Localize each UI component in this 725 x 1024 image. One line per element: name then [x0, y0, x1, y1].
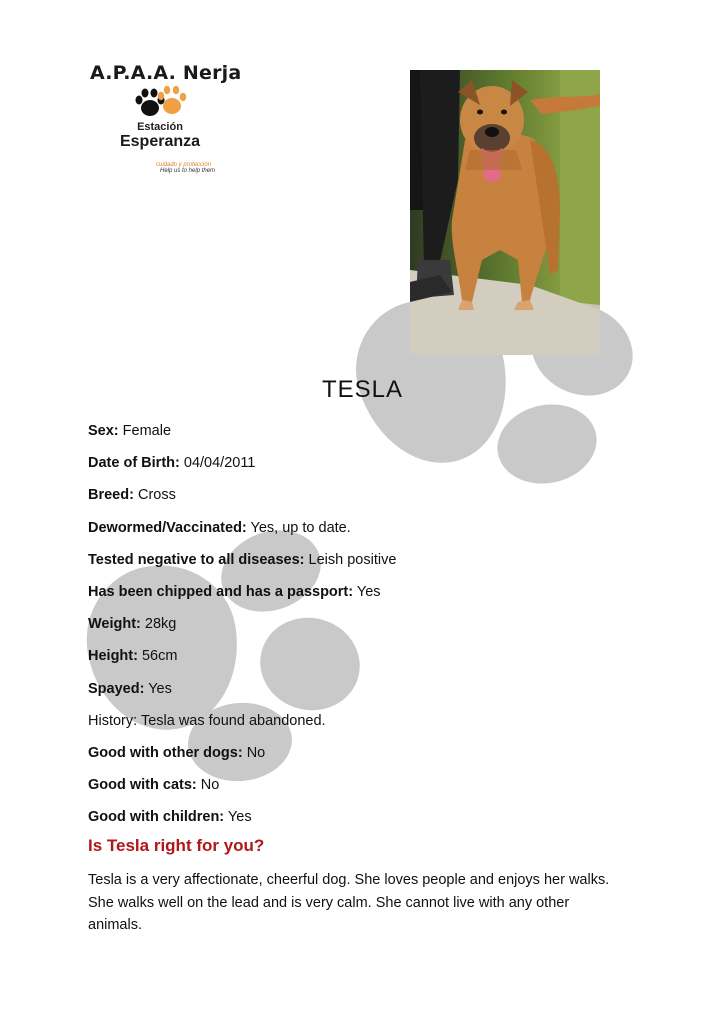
detail-label: Tested negative to all diseases:: [88, 551, 305, 568]
detail-label: Sex:: [88, 423, 119, 439]
detail-row: [88, 581, 648, 613]
detail-label: Has been chipped and has a passport:: [88, 583, 354, 600]
detail-value: Cross: [137, 487, 176, 504]
detail-label: Good with other dogs:: [88, 744, 243, 761]
detail-value: 56cm: [141, 648, 178, 665]
dog-name-title: TESLA: [321, 376, 404, 403]
detail-label: Good with cats:: [88, 777, 197, 794]
detail-value: Yes: [356, 583, 381, 600]
detail-row: [88, 613, 648, 645]
detail-value: 28kg: [144, 616, 177, 633]
detail-value: Yes: [148, 680, 172, 697]
detail-label: History:: [88, 712, 138, 729]
detail-value: Yes: [227, 809, 252, 826]
detail-label: Dewormed/Vaccinated:: [88, 519, 247, 536]
detail-row: [88, 742, 648, 774]
detail-value: Leish positive: [308, 551, 397, 568]
detail-value: No: [200, 777, 220, 794]
detail-label: Weight:: [88, 616, 141, 633]
detail-label: Spayed:: [88, 680, 145, 697]
dog-description: Tesla is a very affectionate, cheerful dog. She loves people and enjoys her walks. She walks well on the lead and is very calm. She cannot live with any other animals.: [88, 872, 610, 933]
detail-value: No: [246, 744, 266, 761]
detail-row: [88, 678, 648, 710]
paw-prints-icon: [130, 86, 190, 120]
detail-row: [88, 806, 648, 838]
detail-row: [88, 774, 648, 806]
detail-label: Height:: [88, 648, 138, 665]
logo-subtitle-esperanza: Esperanza: [119, 133, 201, 150]
detail-row: [88, 420, 648, 452]
detail-row: [88, 484, 648, 516]
detail-label: Breed:: [88, 487, 134, 504]
detail-value: 04/04/2011: [183, 455, 256, 472]
logo-tagline: Help us to help them: [160, 168, 216, 174]
detail-value: Female: [122, 423, 172, 439]
detail-value: Yes, up to date.: [250, 519, 351, 536]
organization-logo: [90, 62, 242, 177]
detail-value: Tesla was found abandoned.: [140, 712, 326, 729]
detail-label: Date of Birth:: [88, 455, 180, 472]
section-heading-question: Is Tesla right for you?: [88, 836, 265, 855]
detail-label: Good with children:: [88, 809, 225, 826]
dog-photo: [410, 70, 600, 355]
detail-row: [88, 549, 648, 581]
logo-small-text: cuidado y protección: [156, 162, 212, 168]
detail-row: [88, 517, 648, 549]
dog-details-list: [88, 420, 648, 838]
detail-row: [88, 452, 648, 484]
detail-row: [88, 710, 648, 742]
detail-row: [88, 645, 648, 677]
logo-title: A.P.A.A. Nerja: [90, 62, 242, 84]
logo-subtitle-estacion: Estación: [137, 121, 183, 133]
